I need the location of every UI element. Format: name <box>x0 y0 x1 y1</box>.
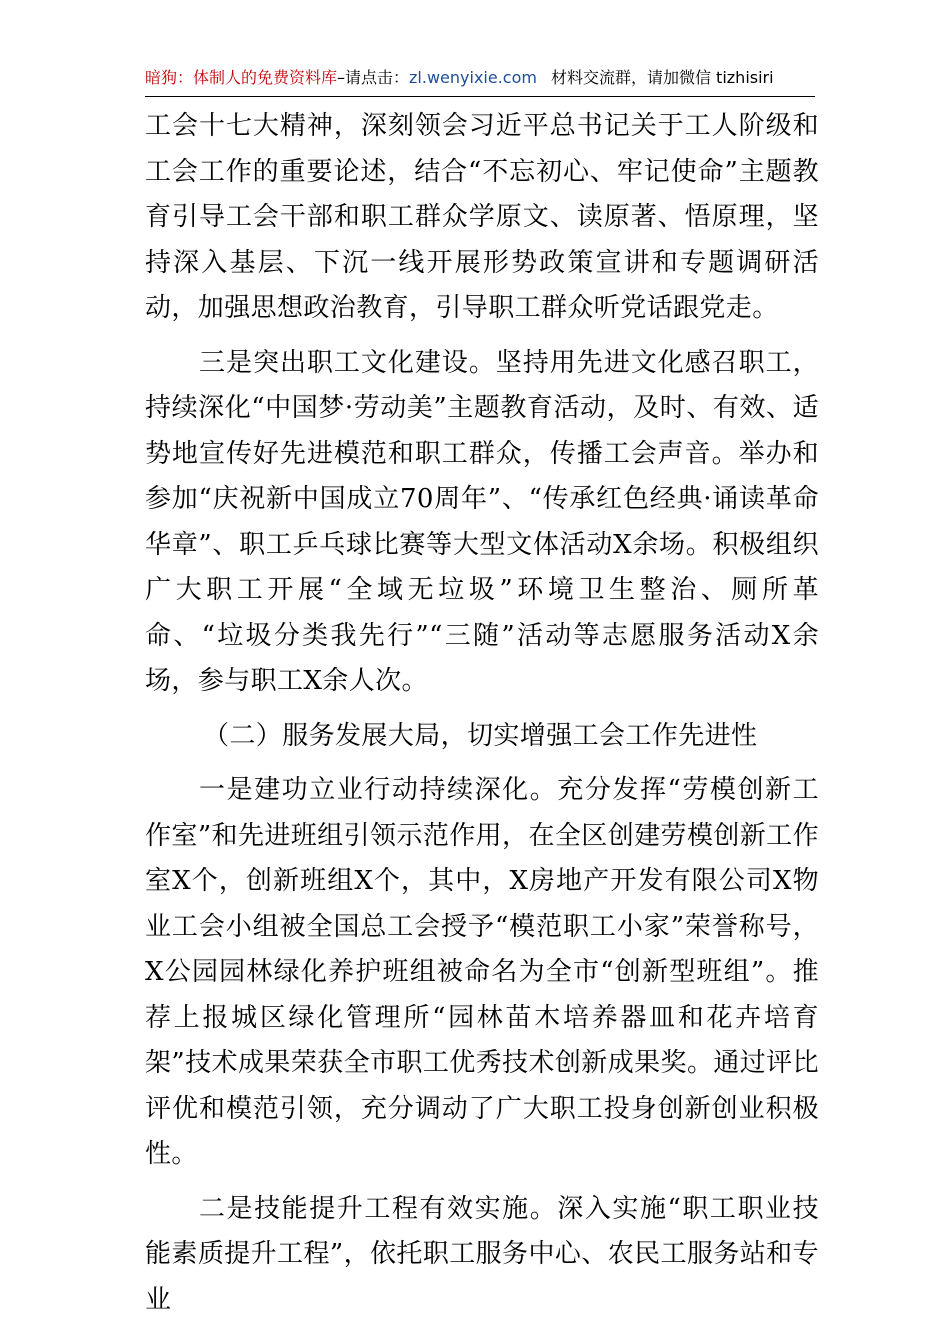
paragraph-continuation: 工会十七大精神，深刻领会习近平总书记关于工人阶级和工会工作的重要论述，结合“不忘初心、牢记使命”主题教育引导工会干部和职工群众学原文、读原著、悟原理，坚持深入基层、下沉一线开展形势政策宣讲和专题调研活动，加强思想政治教育，引导职工群众听党话跟党走。 <box>145 111 819 323</box>
document-body <box>145 104 819 1323</box>
header-contact: 材料交流群，请加微信 tizhisiri <box>550 68 774 87</box>
page-header <box>145 60 815 97</box>
header-url-link[interactable]: zl.wenyixie.com <box>409 68 537 87</box>
paragraph-culture-building: 三是突出职工文化建设。坚持用先进文化感召职工，持续深化“中国梦·劳动美”主题教育活动，及时、有效、适势地宣传好先进模范和职工群众，传播工会声音。举办和参加“庆祝新中国成立70周年”、“传承红色经典·诵读革命华章”、职工乒乓球比赛等大型文体活动X余场。积极组织广大职工开展“全域无垃圾”环境卫生整治、厕所革命、“垃圾分类我先行”“三随”活动等志愿服务活动X余场，参与职工X余人次。 <box>145 347 819 696</box>
header-separator: –请点击： <box>337 68 410 87</box>
header-brand: 暗狗：体制人的免费资料库 <box>145 68 338 87</box>
section-heading: （二）服务发展大局，切实增强工会工作先进性 <box>203 720 758 751</box>
paragraph-merit-action: 一是建功立业行动持续深化。充分发挥“劳模创新工作室”和先进班组引领示范作用，在全区创建劳模创新工作室X个，创新班组X个，其中，X房地产开发有限公司X物业工会小组被全国总工会授予“模范职工小家”荣誉称号，X公园园林绿化养护班组被命名为全市“创新型班组”。推荐上报城区绿化管理所“园林苗木培养器皿和花卉培育架”技术成果荣获全市职工优秀技术创新成果奖。通过评比评优和模范引领，充分调动了广大职工投身创新创业积极性。 <box>145 775 819 1169</box>
paragraph-skills-upgrade: 二是技能提升工程有效实施。深入实施“职工职业技能素质提升工程”，依托职工服务中心、农民工服务站和专业 <box>145 1193 819 1315</box>
